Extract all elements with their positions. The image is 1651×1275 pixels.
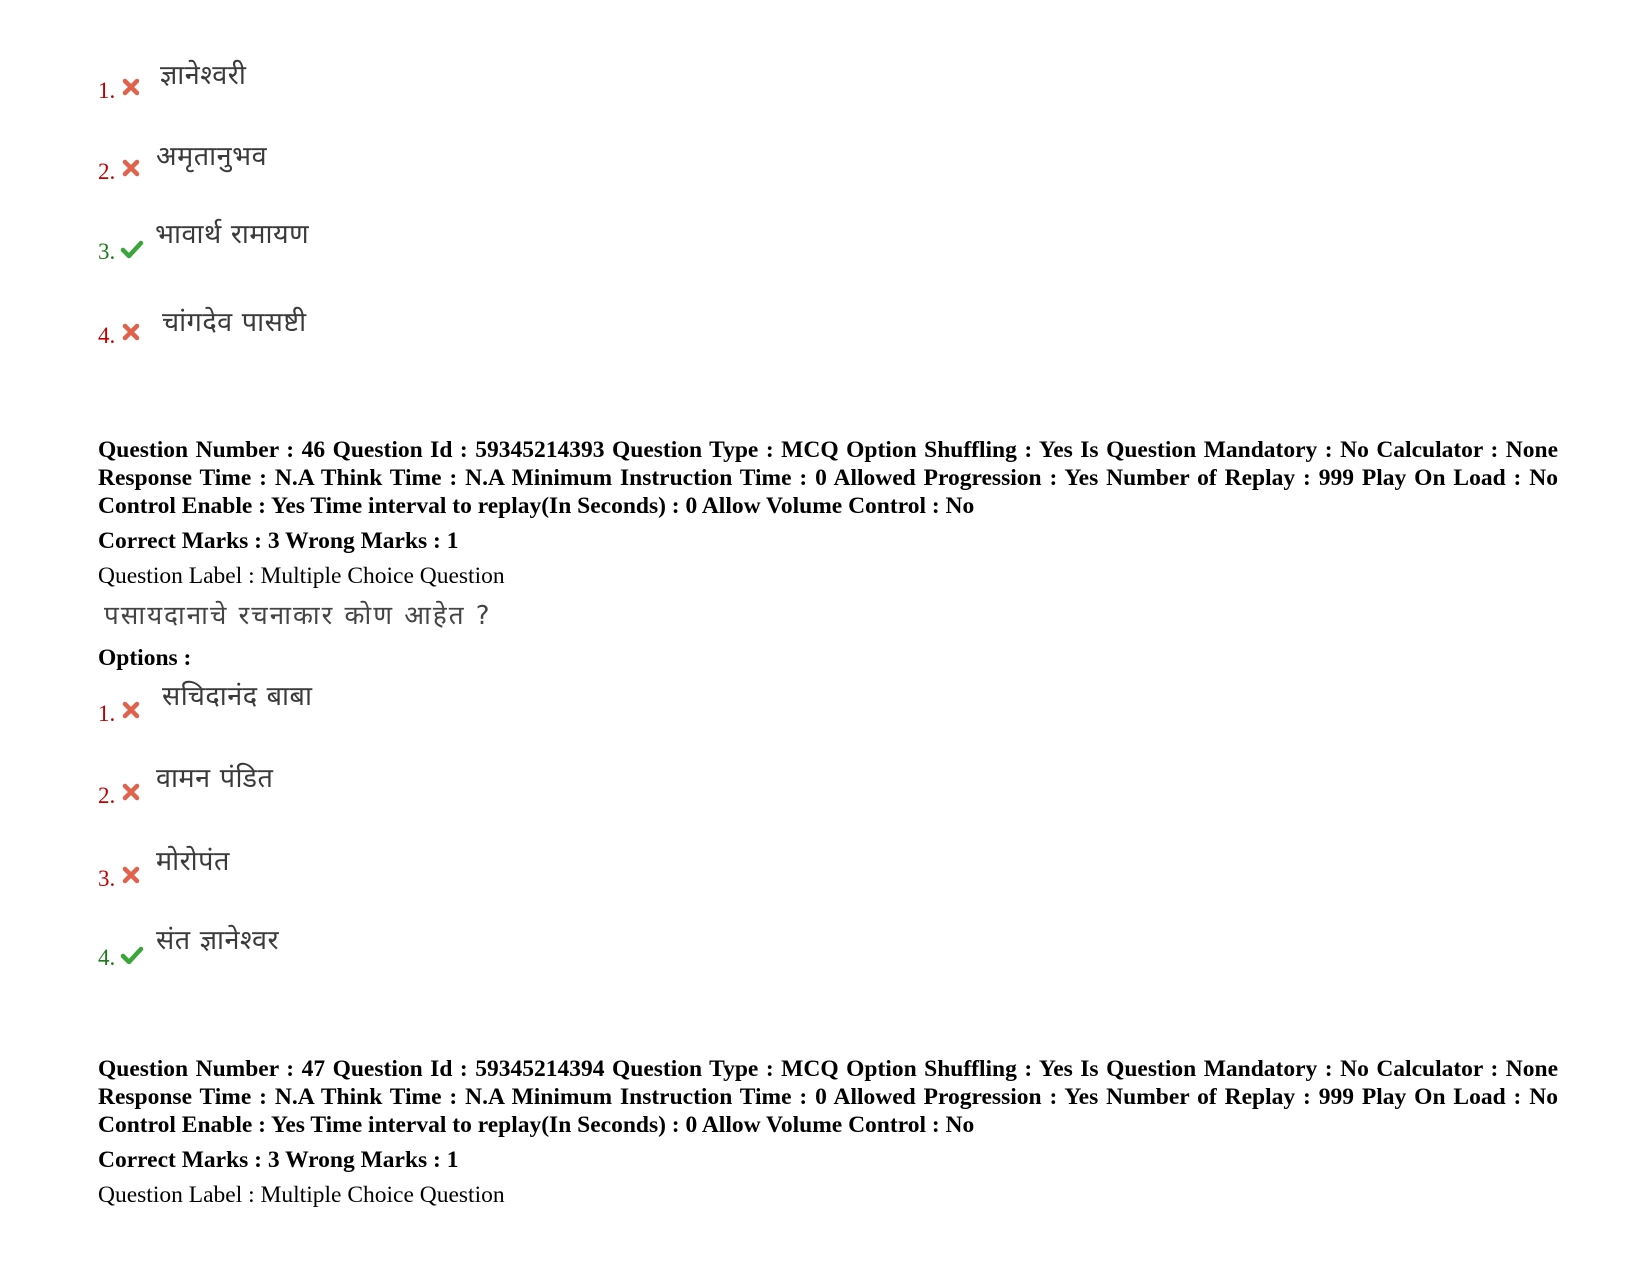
option-text: अमृतानुभव	[156, 141, 268, 172]
option-text: भावार्थ रामायण	[155, 219, 310, 250]
cross-icon	[120, 157, 142, 179]
marks-line: Correct Marks : 3 Wrong Marks : 1	[98, 528, 459, 554]
cross-icon	[120, 321, 142, 343]
option-text: चांगदेव पासष्टी	[162, 307, 307, 338]
check-icon	[120, 944, 142, 966]
question-label: Question Label : Multiple Choice Question	[98, 1182, 505, 1208]
option-text: ज्ञानेश्वरी	[160, 60, 247, 91]
cross-icon	[120, 864, 142, 886]
question-header: Question Number : 47 Question Id : 59345214394 Question Type : MCQ Option Shuffling : Yes Is Question Mandatory : No Calculator : None Response Time : N.A Think Time : N.A Minimum Instruction Time : 0 Allowed Progression : Yes Number of Replay : 999 Play On Load : No Control Enable : Yes Time interval to replay(In Seconds) : 0 Allow Volume Control : No	[98, 1056, 1558, 1138]
question-header: Question Number : 46 Question Id : 59345214393 Question Type : MCQ Option Shuffling : Yes Is Question Mandatory : No Calculator : None Response Time : N.A Think Time : N.A Minimum Instruction Time : 0 Allowed Progression : Yes Number of Replay : 999 Play On Load : No Control Enable : Yes Time interval to replay(In Seconds) : 0 Allow Volume Control : No	[98, 437, 1558, 519]
option-number: 2.	[98, 783, 116, 808]
options-title: Options :	[98, 645, 192, 671]
cross-icon	[120, 781, 142, 803]
check-icon	[120, 238, 142, 260]
question-text: पसायदानाचे रचनाकार कोण आहेत ?	[104, 601, 492, 631]
option-number: 3.	[98, 239, 116, 264]
option-number: 2.	[98, 159, 116, 184]
option-number: 4.	[98, 323, 116, 348]
question-label: Question Label : Multiple Choice Question	[98, 563, 505, 589]
marks-line: Correct Marks : 3 Wrong Marks : 1	[98, 1147, 459, 1173]
option-text: सचिदानंद बाबा	[162, 681, 313, 712]
option-number: 1.	[98, 78, 116, 103]
option-number: 1.	[98, 701, 116, 726]
option-text: वामन पंडित	[156, 763, 274, 794]
option-text: संत ज्ञानेश्वर	[156, 925, 280, 956]
option-number: 3.	[98, 866, 116, 891]
cross-icon	[120, 699, 142, 721]
option-number: 4.	[98, 945, 116, 970]
option-text: मोरोपंत	[156, 846, 230, 877]
cross-icon	[120, 76, 142, 98]
